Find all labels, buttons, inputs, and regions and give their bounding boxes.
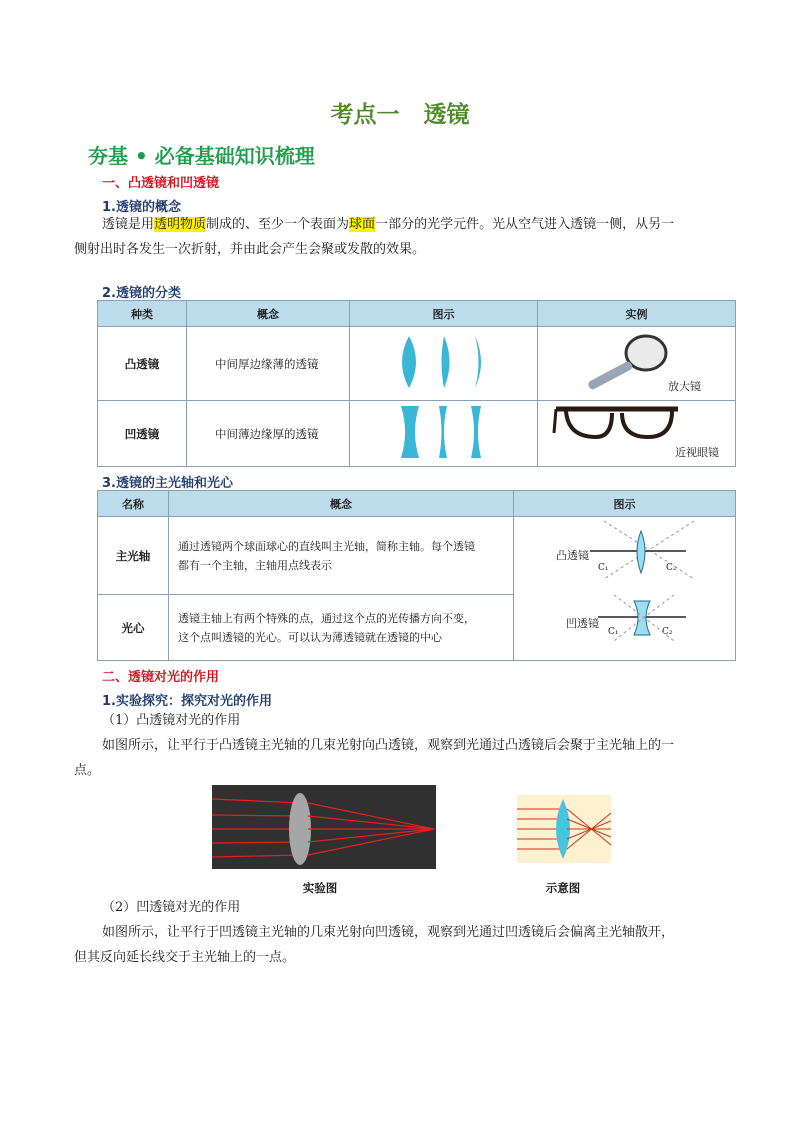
term-concept: 透镜主轴上有两个特殊的点，通过这个点的光传播方向不变， 这个点叫透镜的光心。可以认为薄透镜就在透镜的中心 (169, 595, 514, 661)
example-label: 近视眼镜 (675, 446, 719, 459)
table-header-row (98, 491, 736, 517)
table-header: 实例 (538, 301, 736, 327)
highlight-transparent: 透明物质 (154, 217, 207, 232)
heading-1: 一、凸透镜和凹透镜 (102, 176, 220, 191)
table-header: 概念 (187, 301, 350, 327)
caption-experiment: 实验图 (302, 881, 338, 895)
highlight-sphere: 球面 (349, 217, 376, 232)
glasses-icon (552, 403, 682, 453)
subheading-axis: 3.透镜的主光轴和光心 (102, 476, 233, 491)
schematic-image (517, 795, 611, 863)
paragraph-convex-line2: 点。 (74, 763, 101, 778)
page-title (0, 96, 800, 129)
paragraph-concave: 如图所示，让平行于凹透镜主光轴的几束光射向凹透镜，观察到光通过凹透镜后会偏离主光轴散开， (102, 925, 675, 940)
item-convex: （1）凸透镜对光的作用 (102, 713, 241, 728)
term-name: 主光轴 (98, 517, 169, 595)
axis-table (97, 490, 736, 661)
table-row (98, 327, 736, 401)
table-row (98, 517, 736, 595)
title-part2: 透镜 (423, 102, 470, 128)
concave-lens-figure (350, 401, 538, 467)
heading-2: 二、透镜对光的作用 (102, 670, 220, 685)
lens-concept: 中间薄边缘厚的透镜 (187, 401, 350, 467)
lens-kind: 凸透镜 (98, 327, 187, 401)
subheading-experiment: 1.实验探究：探究对光的作用 (102, 694, 272, 709)
term-concept: 通过透镜两个球面球心的直线叫主光轴，简称主轴。每个透镜 都有一个主轴，主轴用点线表示 (169, 517, 514, 595)
lens-type-table (97, 300, 736, 467)
example-label: 放大镜 (668, 380, 701, 393)
table-header: 图示 (514, 491, 736, 517)
convex-lenses-icon (389, 332, 499, 392)
glasses-example (538, 401, 736, 467)
lens-concept: 中间厚边缘薄的透镜 (187, 327, 350, 401)
table-header-row (98, 301, 736, 327)
paragraph-concave-line2: 但其反向延长线交于主光轴上的一点。 (74, 950, 296, 965)
convex-schematic-icon (517, 795, 611, 863)
concave-lenses-icon (389, 402, 499, 462)
convex-label: 凸透镜 (556, 549, 589, 562)
table-header: 种类 (98, 301, 187, 327)
magnifier-icon (576, 331, 676, 397)
subheading-lens-concept: 1.透镜的概念 (102, 200, 181, 215)
item-concave: （2）凹透镜对光的作用 (102, 900, 241, 915)
table-row (98, 401, 736, 467)
section-heading: 夯基 • 必备基础知识梳理 (88, 144, 315, 168)
experiment-image (212, 785, 436, 869)
axis-lens-diagram-icon (514, 517, 740, 663)
convex-experiment-icon (212, 785, 436, 869)
concave-label: 凹透镜 (566, 617, 599, 630)
magnifier-example (538, 327, 736, 401)
caption-schematic: 示意图 (545, 881, 581, 895)
paragraph-convex: 如图所示，让平行于凸透镜主光轴的几束光射向凸透镜，观察到光通过凸透镜后会聚于主光轴上的一 (102, 738, 675, 753)
table-header: 名称 (98, 491, 169, 517)
lens-kind: 凹透镜 (98, 401, 187, 467)
axis-diagram: 凸透镜 凹透镜 C₁ C₂ C₁ C₂ (514, 517, 736, 661)
paragraph-lens-concept-line2: 侧射出时各发生一次折射，并由此会产生会聚或发散的效果。 (74, 242, 426, 257)
table-header: 图示 (350, 301, 538, 327)
table-header: 概念 (169, 491, 514, 517)
subheading-lens-types: 2.透镜的分类 (102, 286, 181, 301)
title-part1: 考点一 (330, 102, 400, 128)
paragraph-lens-concept: 透镜是用透明物质制成的、至少一个表面为球面一部分的光学元件。光从空气进入透镜一侧，从另一 (102, 217, 675, 232)
term-name: 光心 (98, 595, 169, 661)
convex-lens-figure (350, 327, 538, 401)
